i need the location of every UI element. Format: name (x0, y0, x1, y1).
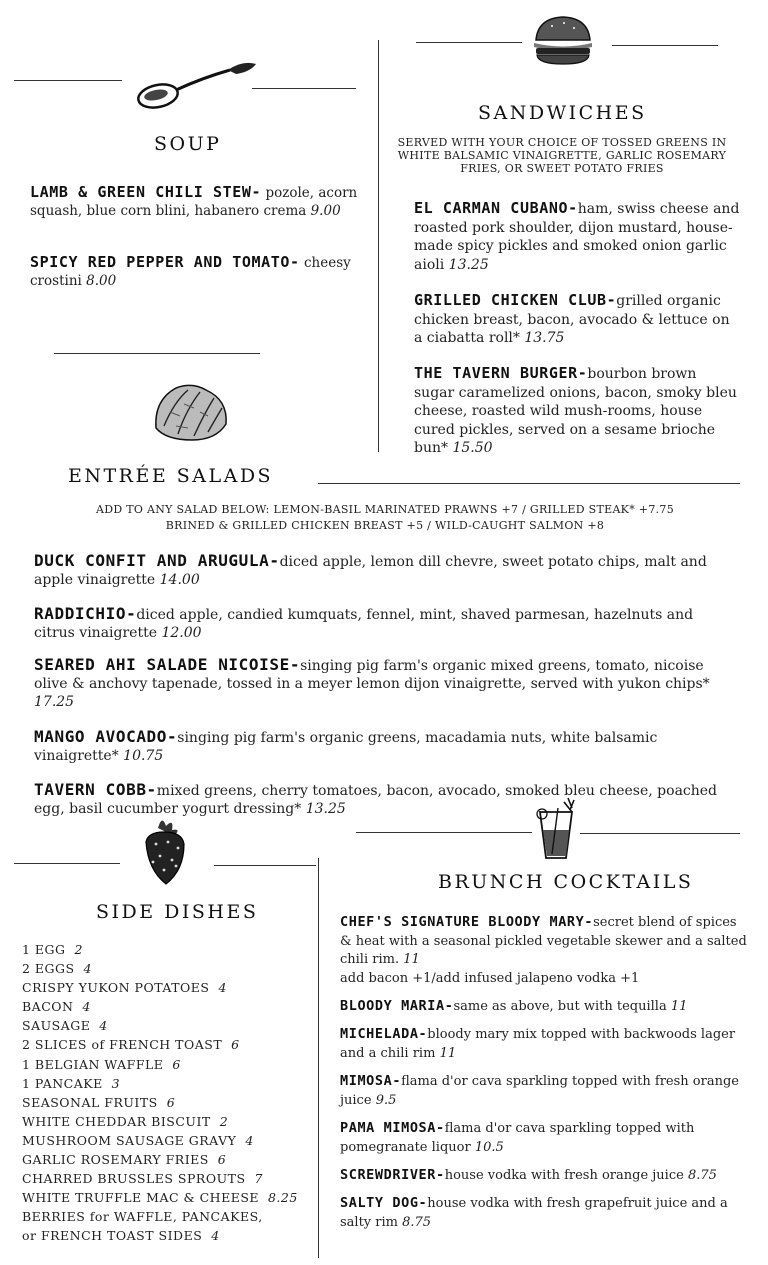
item-name: BLOODY MARIA- (340, 998, 454, 1014)
section-title-salads: ENTRÉE SALADS (68, 465, 274, 487)
spoon-icon (132, 54, 262, 114)
column-divider (318, 858, 319, 1258)
item-desc: singing pig farm's organic greens, macadamia nuts, white balsamic vinaigrette* (34, 730, 658, 764)
list-item: SEASONAL FRUITS 6 (22, 1094, 176, 1110)
item-desc: flama d'or cava sparkling topped with pomegranate liquor (340, 1121, 695, 1155)
item-name: TAVERN COBB- (34, 780, 157, 799)
divider (612, 45, 718, 46)
item-name: CHEF'S SIGNATURE BLOODY MARY- (340, 914, 594, 930)
divider (14, 80, 122, 81)
item-desc: diced apple, candied kumquats, fennel, mint, shaved parmesan, hazelnuts and citrus vinaigrette (34, 607, 694, 641)
item-price: 11 (670, 999, 688, 1014)
item-extra: add bacon +1/add infused jalapeno vodka +1 (340, 970, 640, 986)
item-name: DUCK CONFIT AND ARUGULA- (34, 551, 280, 570)
menu-item (340, 1072, 750, 1110)
list-item: BACON 4 (22, 999, 91, 1015)
item-desc: diced apple, lemon dill chevre, sweet potato chips, malt and apple vinaigrette (34, 554, 707, 588)
menu-item (340, 1025, 750, 1063)
list-item: BERRIES for WAFFLE, PANCAKES, (22, 1209, 263, 1225)
item-price: 14.00 (159, 572, 200, 588)
item-name: MICHELADA- (340, 1026, 428, 1042)
item-price: 11 (439, 1045, 457, 1061)
item-name: PAMA MIMOSA- (340, 1120, 445, 1136)
item-name: MANGO AVOCADO- (34, 727, 178, 746)
item-name: MIMOSA- (340, 1073, 402, 1089)
item-desc: mixed greens, cherry tomatoes, bacon, avocado, smoked bleu cheese, poached egg, basil cucumber yogurt dressing* (34, 783, 718, 817)
side-dishes-list (22, 940, 312, 1246)
menu-item (340, 913, 750, 988)
item-price: 13.75 (524, 330, 565, 346)
list-item: CHARRED BRUSSLES SPROUTS 7 (22, 1171, 263, 1187)
menu-item (34, 728, 730, 765)
menu-item (34, 552, 730, 589)
item-name: SCREWDRIVER- (340, 1167, 445, 1183)
section-title-cocktails: BRUNCH COCKTAILS (438, 871, 694, 893)
item-price: 13.25 (448, 256, 489, 273)
menu-item (340, 1166, 750, 1186)
item-price: 9.00 (310, 203, 341, 219)
list-item: 1 BELGIAN WAFFLE 6 (22, 1056, 181, 1072)
item-desc: flama d'or cava sparkling topped with fresh orange juice (340, 1074, 739, 1108)
list-item: GARLIC ROSEMARY FRIES 6 (22, 1152, 227, 1168)
divider (356, 832, 532, 833)
column-divider (378, 40, 379, 452)
item-name: SEARED AHI SALADE NICOISE- (34, 655, 301, 674)
menu-item (34, 605, 730, 642)
list-item: WHITE CHEDDAR BISCUIT 2 (22, 1113, 229, 1129)
item-desc: pozole, acorn squash, blue corn blini, habanero crema (30, 185, 358, 219)
item-desc: ham, swiss cheese and roasted pork shoulder, dijon mustard, house-made spicy pickles and smoked onion garlic aioli (414, 201, 740, 273)
item-price: 8.75 (687, 1168, 717, 1183)
item-name: RADDICHIO- (34, 604, 137, 623)
list-item: 1 EGG 2 (22, 942, 83, 957)
divider (416, 42, 522, 43)
divider (580, 833, 740, 834)
item-name: LAMB & GREEN CHILI STEW- (30, 183, 262, 201)
item-price: 8.75 (402, 1214, 432, 1230)
salads-addon-line-2: BRINED & GRILLED CHICKEN BREAST +5 / WILD-CAUGHT SALMON +8 (165, 519, 605, 532)
menu-item (414, 364, 740, 458)
item-desc: singing pig farm's organic mixed greens, tomato, nicoise olive & anchovy tapenade, tossed in a meyer lemon dijon vinaigrette, served with yukon chips* (34, 658, 710, 692)
section-title-sides: SIDE DISHES (96, 901, 259, 923)
list-item: 2 EGGS 4 (22, 961, 92, 977)
list-item: or FRENCH TOAST SIDES 4 (22, 1228, 220, 1244)
list-item: WHITE TRUFFLE MAC & CHEESE 8.25 (22, 1190, 298, 1206)
item-name: THE TAVERN BURGER- (414, 364, 588, 382)
item-price: 10.5 (474, 1139, 504, 1155)
divider (14, 863, 120, 864)
item-name: GRILLED CHICKEN CLUB- (414, 291, 617, 309)
item-price: 8.00 (86, 273, 117, 289)
section-title-soup: SOUP (154, 133, 222, 155)
item-price: 15.50 (452, 440, 493, 456)
menu-item (340, 1119, 750, 1157)
list-item: 1 PANCAKE 3 (22, 1075, 121, 1091)
item-price: 17.25 (34, 694, 75, 710)
list-item: CRISPY YUKON POTATOES 4 (22, 980, 227, 996)
lettuce-icon (150, 382, 232, 444)
item-desc: bourbon brown sugar caramelized onions, bacon, smoky bleu cheese, roasted wild mush-rooms, house cured pickles, served on a sesame brioche bun* (414, 366, 737, 456)
sandwiches-note: SERVED WITH YOUR CHOICE OF TOSSED GREENS IN WHITE BALSAMIC VINAIGRETTE, GARLIC ROSEMARY FRIES, OR SWEET POTATO FRIES (397, 136, 727, 175)
item-price: 12.00 (161, 625, 202, 641)
item-name: SALTY DOG- (340, 1195, 428, 1211)
strawberry-icon (138, 814, 190, 886)
menu-item (34, 656, 730, 711)
divider (318, 483, 740, 484)
list-item: MUSHROOM SAUSAGE GRAVY 4 (22, 1132, 254, 1148)
menu-item (34, 781, 730, 818)
divider (54, 353, 260, 354)
item-desc: grilled organic chicken breast, bacon, avocado & lettuce on a ciabatta roll* (414, 293, 730, 346)
divider (214, 865, 316, 866)
list-item: 2 SLICES of FRENCH TOAST 6 (22, 1037, 240, 1053)
salads-addon-line-1: ADD TO ANY SALAD BELOW: LEMON-BASIL MARINATED PRAWNS +7 / GRILLED STEAK* +7.75 (95, 503, 675, 516)
menu-item (340, 1194, 750, 1232)
item-price: 13.25 (305, 801, 346, 817)
item-desc: secret blend of spices & heat with a seasonal pickled vegetable skewer and a salted chili rim. (340, 915, 747, 967)
divider (252, 88, 356, 89)
burger-icon (530, 14, 596, 66)
item-price: 11 (403, 952, 420, 967)
item-price: 10.75 (123, 748, 164, 764)
item-desc: same as above, but with tequilla (453, 999, 667, 1014)
menu-item (30, 253, 370, 290)
item-desc: house vodka with fresh orange juice (444, 1168, 684, 1183)
list-item: SAUSAGE 4 (22, 1018, 108, 1034)
item-name: SPICY RED PEPPER AND TOMATO- (30, 253, 300, 271)
menu-item (414, 291, 740, 348)
section-title-sandwiches: SANDWICHES (478, 102, 647, 124)
item-name: EL CARMAN CUBANO- (414, 199, 578, 217)
item-desc: house vodka with fresh grapefruit juice and a salty rim (340, 1196, 728, 1230)
item-desc: bloody mary mix topped with backwoods lager and a chili rim (340, 1027, 736, 1061)
menu-item (340, 997, 750, 1017)
item-price: 9.5 (375, 1092, 397, 1108)
menu-item (414, 199, 740, 274)
menu-item (30, 183, 370, 220)
item-desc: cheesy crostini (30, 255, 351, 289)
